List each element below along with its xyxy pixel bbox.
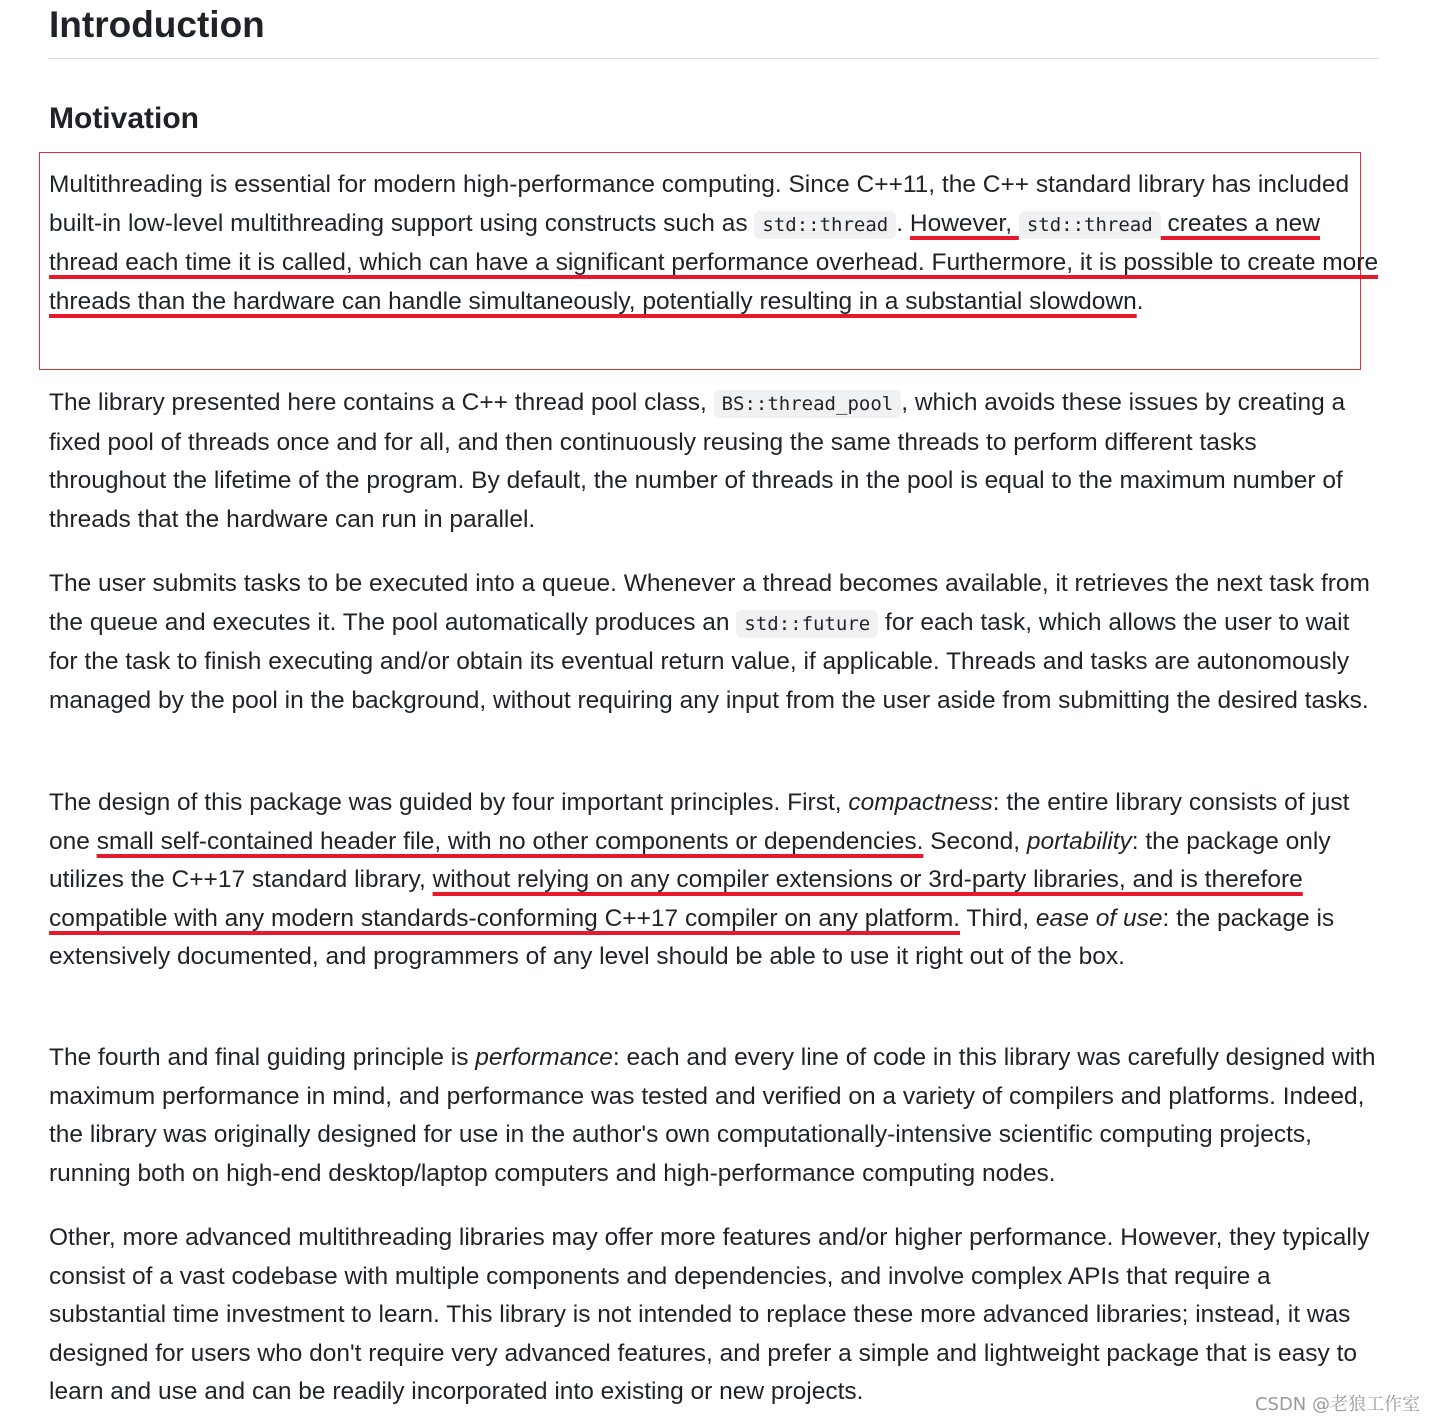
page-title: Introduction: [49, 0, 1379, 59]
text: Third,: [960, 904, 1036, 932]
text: .: [896, 209, 910, 237]
paragraph-2: [49, 384, 1379, 539]
inline-code: BS::thread_pool: [714, 390, 902, 418]
text: : the package is extensively documented, and programmers of any level should be able to use it right out of the box.: [49, 904, 1335, 971]
paragraph-5: [49, 1039, 1379, 1193]
text: : each and every line of code in this library was carefully designed with maximum performance in mind, and performance was tested and verified on a variety of compilers and platforms. Indeed, the library was originally designed for use in the author's own computationally-intensive scientific computing projects, running both on high-end desktop/laptop computers and high-performance computing nodes.: [49, 1044, 1376, 1187]
text: : the entire library consists of just one: [49, 789, 1350, 855]
underlined-text: However,: [909, 209, 1019, 237]
text: The design of this package was guided by four important principles. First,: [49, 789, 849, 816]
emphasis: performance: [475, 1044, 613, 1071]
text: for each task, which allows the user to wait for the task to finish executing and/or obtain its eventual return value, if applicable. Threads and tasks are autonomously managed by the pool in the background, without requiring any input from the user aside from submitting the desired tasks.: [49, 608, 1369, 714]
underlined-text: small self-contained header file, with no other components or dependencies.: [96, 827, 924, 855]
text: The fourth and final guiding principle is: [49, 1044, 476, 1071]
underlined-text: without relying on any compiler extensions or 3rd-party libraries, and is therefore compatible with any modern standards-conforming C++17 compiler on any platform.: [49, 866, 1303, 932]
paragraph-3: [49, 565, 1379, 720]
emphasis: compactness: [848, 789, 993, 816]
paragraph-6: Other, more advanced multithreading libraries may offer more features and/or higher performance. However, they typically consist of a vast codebase with multiple components and dependencies, and involve complex APIs that require a substantial time investment to learn. This library is not intended to replace these more advanced libraries; instead, it was designed for users who don't require very advanced features, and prefer a simple and lightweight package that is easy to learn and use and can be readily incorporated into existing or new projects.: [49, 1224, 1370, 1406]
emphasis: portability: [1026, 827, 1132, 855]
text: The user submits tasks to be executed into a queue. Whenever a thread becomes available, it retrieves the next task from the queue and executes it. The pool automatically produces an: [49, 570, 1370, 636]
text: : the package only utilizes the C++17 standard library,: [49, 827, 1331, 894]
text: Second,: [923, 827, 1027, 855]
readme-article: [49, 0, 1379, 1406]
emphasis: ease of use: [1035, 904, 1163, 932]
text: .: [1136, 287, 1144, 315]
section-heading-motivation: Motivation: [49, 102, 199, 135]
paragraph-1: [49, 166, 1379, 321]
watermark: CSDN @老狼工作室: [1254, 1394, 1420, 1415]
text: The library presented here contains a C++ thread pool class,: [49, 389, 714, 416]
underlined-text: creates a new thread each time it is called, which can have a significant performance overhead. Furthermore, it is possible to create more threads than the hardware can handle simultaneously, potentially resulting in a substantial slowdown: [49, 209, 1379, 315]
inline-code: std::future: [736, 610, 878, 638]
paragraph-4: [49, 784, 1379, 977]
text: Multithreading is essential for modern high-performance computing. Since C++11, the C++ standard library has included built-in low-level multithreading support using constructs such as: [49, 171, 1350, 237]
text: , which avoids these issues by creating a fixed pool of threads once and for all, and then continuously reusing the same threads to perform different tasks throughout the lifetime of the program. By default, the number of threads in the pool is equal to the maximum number of threads that the hardware can run in parallel.: [49, 389, 1346, 533]
inline-code: std::thread: [754, 211, 896, 239]
inline-code: std::thread: [1019, 211, 1161, 239]
